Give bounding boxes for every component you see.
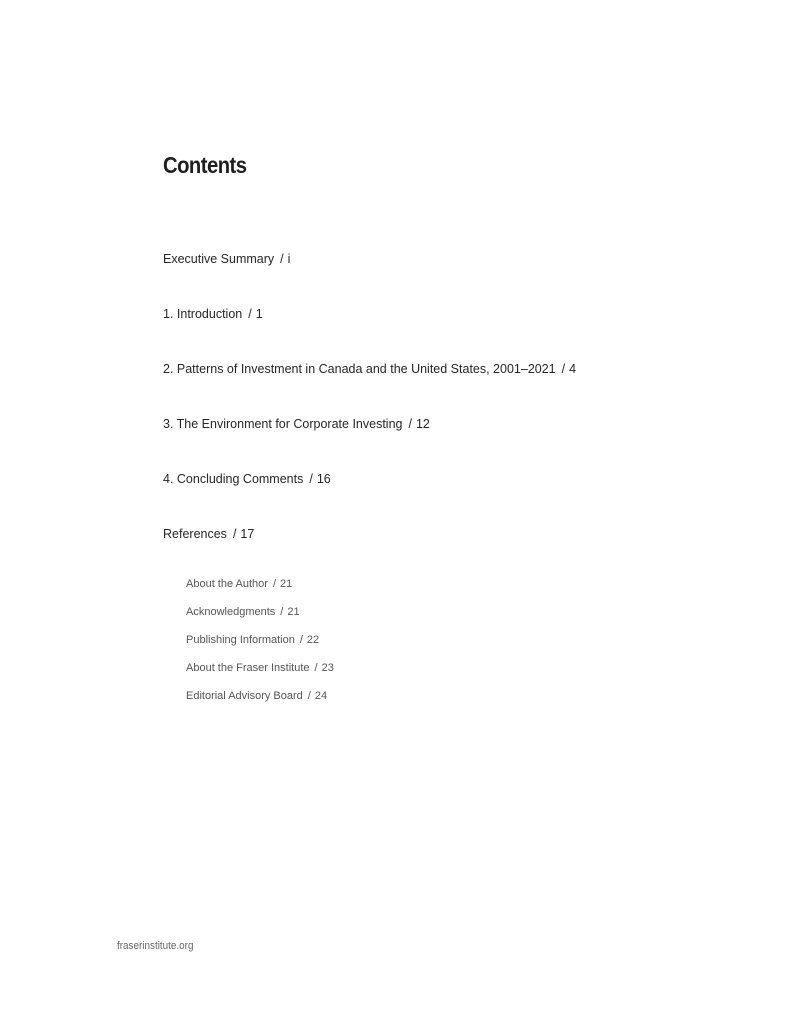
toc-separator: /: [280, 252, 284, 266]
toc-separator: /: [561, 362, 566, 376]
toc-subentry-about-fraser-institute[interactable]: [186, 662, 334, 674]
toc-entry-concluding-comments[interactable]: [163, 472, 331, 486]
toc-entry-label: Executive Summary: [163, 252, 275, 266]
toc-page-number: 24: [314, 690, 328, 702]
toc-separator: /: [408, 417, 412, 431]
toc-entry-patterns-of-investment[interactable]: [163, 362, 576, 376]
toc-entry-introduction[interactable]: [163, 307, 263, 321]
toc-subentry-editorial-advisory-board[interactable]: [186, 690, 327, 702]
toc-page-number: 16: [316, 472, 331, 486]
toc-separator: /: [307, 690, 311, 702]
toc-entry-label: About the Author: [186, 578, 268, 590]
toc-separator: /: [232, 527, 237, 541]
toc-page-number: 21: [280, 578, 293, 590]
toc-entry-executive-summary[interactable]: [163, 252, 290, 266]
toc-subentry-acknowledgments[interactable]: [186, 606, 300, 618]
toc-entry-label: Editorial Advisory Board: [186, 690, 303, 702]
toc-separator: /: [314, 662, 318, 674]
toc-separator: /: [299, 634, 303, 646]
toc-entry-label: About the Fraser Institute: [186, 662, 310, 674]
page-title: Contents: [163, 152, 247, 178]
toc-entry-label: 3. The Environment for Corporate Investing: [163, 417, 403, 431]
toc-page-number: 21: [287, 606, 300, 618]
toc-separator: /: [248, 307, 252, 321]
toc-page-number: i: [287, 252, 291, 266]
toc-entry-label: References: [163, 527, 227, 541]
toc-entry-label: Publishing Information: [186, 634, 295, 646]
toc-page-number: 23: [321, 662, 334, 674]
toc-entry-references[interactable]: [163, 527, 254, 541]
toc-entry-label: 2. Patterns of Investment in Canada and the United States, 2001–2021: [163, 362, 556, 376]
toc-subentry-publishing-information[interactable]: [186, 634, 319, 646]
toc-page-number: 22: [306, 634, 320, 646]
toc-page-number: 17: [240, 527, 255, 541]
toc-page-number: 12: [415, 417, 430, 431]
footer-website[interactable]: fraserinstitute.org: [117, 940, 194, 952]
toc-entry-label: 4. Concluding Comments: [163, 472, 304, 486]
toc-entry-label: 1. Introduction: [163, 307, 243, 321]
toc-separator: /: [309, 472, 313, 486]
toc-entry-label: Acknowledgments: [186, 606, 276, 618]
toc-subentry-about-the-author[interactable]: [186, 578, 292, 590]
toc-entry-environment[interactable]: [163, 417, 430, 431]
toc-separator: /: [280, 606, 284, 618]
toc-separator: /: [272, 578, 277, 590]
toc-page-number: 4: [569, 362, 577, 376]
toc-page-number: 1: [255, 307, 263, 321]
